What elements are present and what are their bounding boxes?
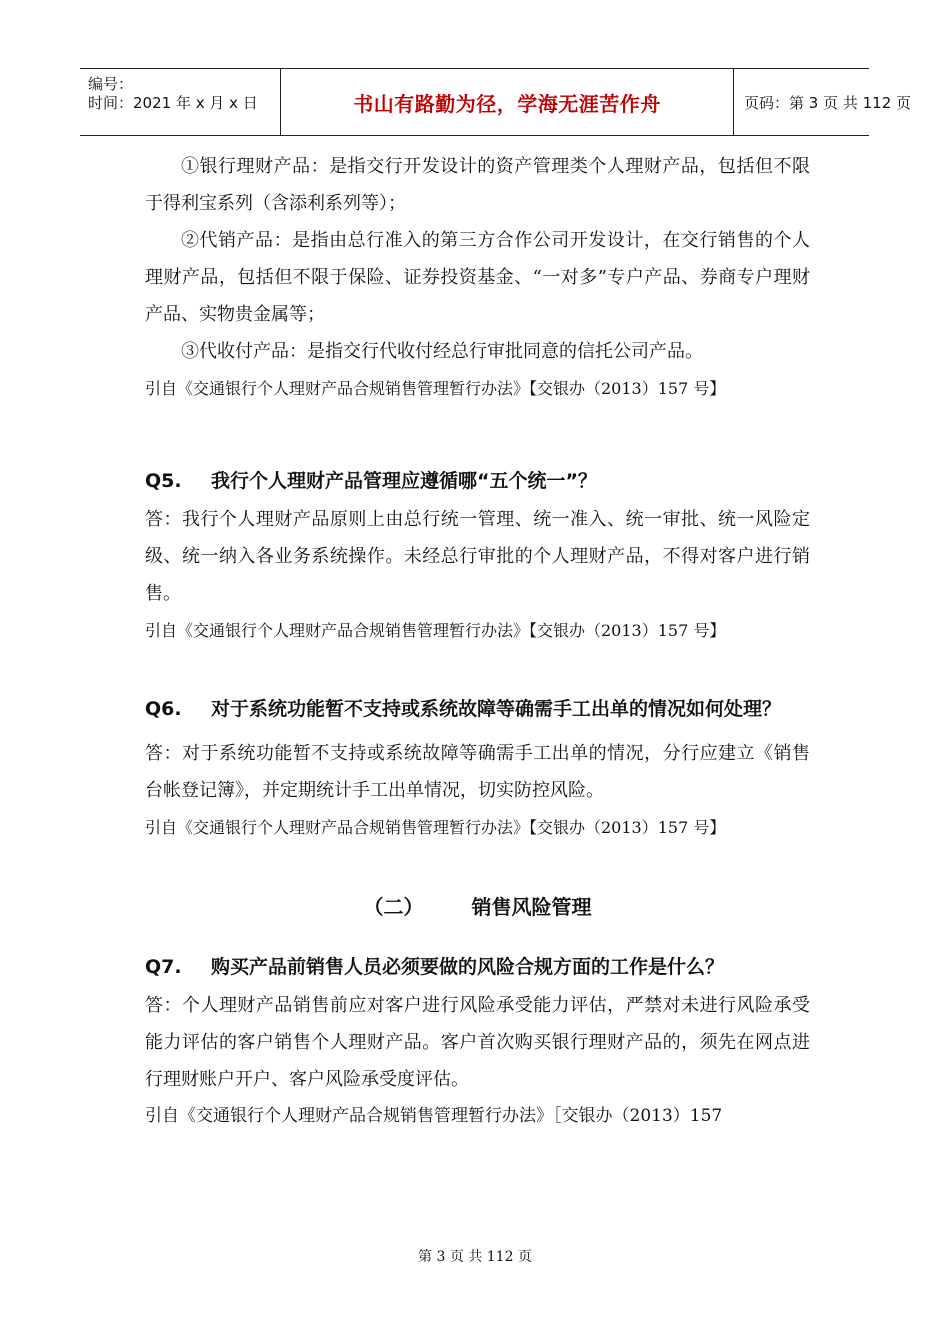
question-q6 <box>145 683 810 735</box>
reference-citation: 引自《交通银行个人理财产品合规销售管理暂行办法》【交银办（2013）157 号】 <box>145 379 726 398</box>
question-q7 <box>145 947 810 987</box>
answer-a6: 答：对于系统功能暂不支持或系统故障等确需手工出单的情况，分行应建立《销售台帐登记簿》，并定期统计手工出单情况，切实防控风险。 <box>145 743 810 801</box>
header-motto-cell <box>280 69 734 135</box>
question-number: Q5. <box>145 470 182 492</box>
question-number: Q7. <box>145 956 182 978</box>
header-page-info: 页码：第 3 页 共 112 页 <box>744 93 912 112</box>
item-bank-products: ①银行理财产品：是指交行开发设计的资产管理类个人理财产品，包括但不限于得利宝系列（含添利系列等）； <box>145 156 810 214</box>
question-number: Q6. <box>145 698 182 720</box>
item-agency-products: ②代销产品：是指由总行准入的第三方合作公司开发设计，在交行销售的个人理财产品，包括但不限于保险、证券投资基金、“一对多”专户产品、券商专户理财产品、实物贵金属等； <box>145 230 810 325</box>
document-body <box>145 148 810 1135</box>
document-number-label: 编号： <box>88 75 134 93</box>
question-text: 购买产品前销售人员必须要做的风险合规方面的工作是什么？ <box>211 956 725 978</box>
reference-citation: 引自《交通银行个人理财产品合规销售管理暂行办法》［交银办（2013）157 <box>145 1106 723 1126</box>
question-q5 <box>145 461 810 501</box>
document-date: 时间：2021 年 x 月 x 日 <box>88 94 258 112</box>
item-collection-products: ③代收付产品：是指交行代收付经总行审批同意的信托公司产品。 <box>181 341 703 362</box>
question-text: 我行个人理财产品管理应遵循哪“五个统一”？ <box>211 470 597 492</box>
header-table <box>80 68 912 136</box>
answer-a5: 答：我行个人理财产品原则上由总行统一管理、统一准入、统一审批、统一风险定级、统一纳入各业务系统操作。未经总行审批的个人理财产品，不得对客户进行销售。 <box>145 509 810 604</box>
reference-citation: 引自《交通银行个人理财产品合规销售管理暂行办法》【交银办（2013）157 号】 <box>145 818 726 837</box>
header-info-cell <box>80 69 280 135</box>
page-footer: 第 3 页 共 112 页 <box>418 1249 532 1265</box>
question-text: 对于系统功能暂不支持或系统故障等确需手工出单的情况如何处理？ <box>211 698 782 720</box>
reference-citation: 引自《交通银行个人理财产品合规销售管理暂行办法》【交银办（2013）157 号】 <box>145 621 726 640</box>
header-page-cell <box>734 69 912 135</box>
section-title: 销售风险管理 <box>471 895 592 919</box>
section-number: （二） <box>363 895 424 919</box>
answer-a7: 答：个人理财产品销售前应对客户进行风险承受能力评估，严禁对未进行风险承受能力评估的客户销售个人理财产品。客户首次购买银行理财产品的，须先在网点进行理财账户开户、客户风险承受度评估。 <box>145 995 810 1090</box>
section-heading <box>145 887 810 927</box>
header-motto: 书山有路勤为径，学海无涯苦作舟 <box>353 91 661 116</box>
